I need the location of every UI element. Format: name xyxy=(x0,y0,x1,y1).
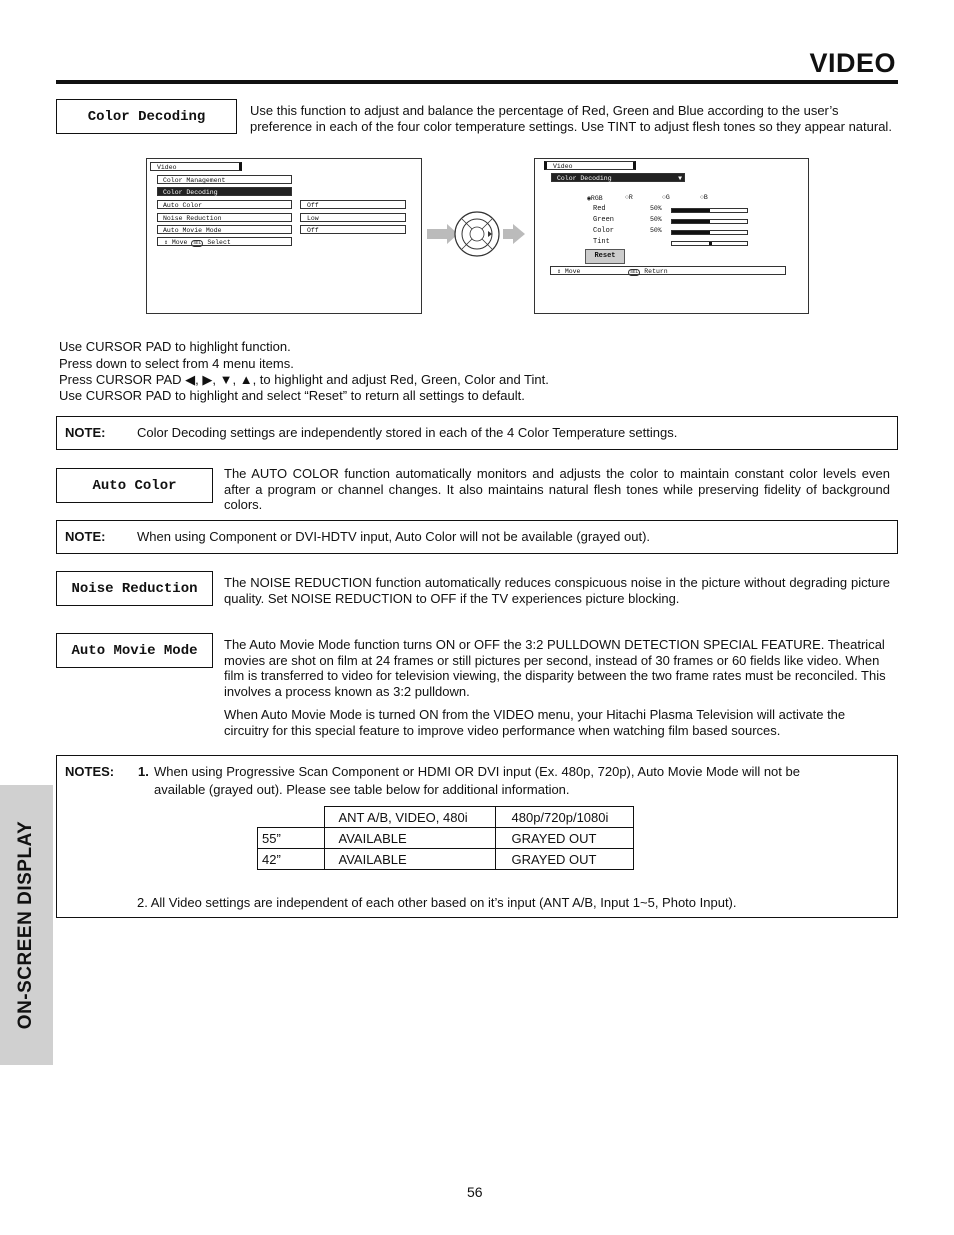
green-value: 50% xyxy=(650,216,662,223)
cursor-pad-diagram xyxy=(425,208,530,258)
updown-icon: ⇕ xyxy=(557,268,561,275)
color-decoding-label: Color Decoding xyxy=(56,99,237,134)
menu1-item-noise-reduction[interactable]: Noise Reduction xyxy=(157,213,292,222)
red-value: 50% xyxy=(650,205,662,212)
tint-label: Tint xyxy=(593,238,610,246)
radio-b[interactable]: ○B xyxy=(700,194,708,201)
auto-color-label: Auto Color xyxy=(56,468,213,503)
menu1-value-auto-color[interactable]: Off xyxy=(300,200,406,209)
notes-label: NOTES: xyxy=(65,764,115,779)
menu1-value-auto-movie-mode[interactable]: Off xyxy=(300,225,406,234)
table-cell: AVAILABLE xyxy=(324,828,495,849)
menu2-sub-color-decoding[interactable]: Color Decoding ▼ xyxy=(551,173,685,182)
color-decoding-screen xyxy=(534,158,809,314)
menu1-footer: ⇕ Move SEL Select xyxy=(157,237,292,246)
green-slider[interactable] xyxy=(671,219,748,224)
table-cell: 55” xyxy=(258,828,325,849)
note1-line1: When using Progressive Scan Component or HDMI OR DVI input (Ex. 480p, 720p), Auto Movie Mode will not be xyxy=(154,764,800,779)
radio-g[interactable]: ○G xyxy=(662,194,670,201)
note1-line2: available (grayed out). Please see table below for additional information. xyxy=(154,782,570,797)
arrow-right-icon xyxy=(427,224,458,244)
instruction-line: Use CURSOR PAD to highlight function. xyxy=(59,339,291,354)
table-header: ANT A/B, VIDEO, 480i xyxy=(324,807,495,828)
note-number: 1. xyxy=(138,764,149,779)
menu1-item-auto-movie-mode[interactable]: Auto Movie Mode xyxy=(157,225,292,234)
menu1-value-noise-reduction[interactable]: Low xyxy=(300,213,406,222)
sel-icon: SEL xyxy=(193,241,202,246)
video-menu-screen xyxy=(146,158,422,314)
note-text: When using Component or DVI-HDTV input, Auto Color will not be available (grayed out). xyxy=(137,529,651,544)
note-text: Color Decoding settings are independently stored in each of the 4 Color Temperature settings. xyxy=(137,425,678,440)
side-tab-label: ON-SCREEN DISPLAY xyxy=(15,820,36,1030)
auto-movie-mode-para1: The Auto Movie Mode function turns ON or OFF the 3:2 PULLDOWN DETECTION SPECIAL FEATURE. Theatrical movies are shot on film at 24 frames or still pictures per second, instead of 30 frames or 60 fields like video. When film is transferred to video for television viewing, the disparity between the two frame rates must be reconciled. This involves a process known as 3:2 pulldown. xyxy=(224,637,886,699)
reset-button[interactable]: Reset xyxy=(585,249,625,264)
updown-icon: ⇕ xyxy=(164,239,168,246)
auto-movie-mode-label: Auto Movie Mode xyxy=(56,633,213,668)
menu2-header: Video xyxy=(544,161,636,170)
red-slider[interactable] xyxy=(671,208,748,213)
availability-table xyxy=(257,806,634,870)
radio-rgb[interactable]: ◉RGB xyxy=(587,195,603,202)
page-title: VIDEO xyxy=(809,48,896,78)
table-cell: GRAYED OUT xyxy=(495,849,633,870)
color-decoding-description: Use this function to adjust and balance the percentage of Red, Green and Blue according to the user’s preference in each of the four color temperature settings. Use TINT to adjust flesh tones so they appear natural. xyxy=(250,103,892,134)
auto-color-description: The AUTO COLOR function automatically monitors and adjusts the color to maintain constant color levels even after a program or channel changes. It also maintains natural flesh tones while preserving fidelity of background colors. xyxy=(224,466,890,513)
note2-text: 2. All Video settings are independent of each other based on it’s input (ANT A/B, Input 1~5, Photo Input). xyxy=(137,895,737,910)
tint-slider[interactable] xyxy=(671,241,748,246)
table-header-row xyxy=(258,807,634,828)
table-header: 480p/720p/1080i xyxy=(495,807,633,828)
color-value: 50% xyxy=(650,227,662,234)
noise-reduction-description: The NOISE REDUCTION function automatically reduces conspicuous noise in the picture without degrading picture quality. Set NOISE REDUCTION to OFF if the TV experiences picture blocking. xyxy=(224,575,890,606)
red-label: Red xyxy=(593,205,606,213)
chevron-down-icon: ▼ xyxy=(678,175,682,182)
table-row xyxy=(258,828,634,849)
note-color-decoding xyxy=(56,416,898,450)
instruction-line: Use CURSOR PAD to highlight and select “Reset” to return all settings to default. xyxy=(59,388,525,403)
green-label: Green xyxy=(593,216,615,224)
menu1-item-color-decoding[interactable]: Color Decoding xyxy=(157,187,292,196)
table-cell xyxy=(258,807,325,828)
title-rule xyxy=(56,80,898,84)
note-label: NOTE: xyxy=(65,529,106,544)
auto-movie-mode-para2: When Auto Movie Mode is turned ON from the VIDEO menu, your Hitachi Plasma Television will activate the circuitry for this special feature to improve video performance when watching film based sources. xyxy=(224,707,846,738)
color-slider[interactable] xyxy=(671,230,748,235)
page-number: 56 xyxy=(467,1184,483,1200)
table-cell: AVAILABLE xyxy=(324,849,495,870)
table-cell: 42” xyxy=(258,849,325,870)
table-cell: GRAYED OUT xyxy=(495,828,633,849)
instruction-line: Press down to select from 4 menu items. xyxy=(59,356,294,371)
sel-icon: SEL xyxy=(630,270,639,275)
note-auto-color xyxy=(56,520,898,554)
note-label: NOTE: xyxy=(65,425,106,440)
instruction-line: Press CURSOR PAD ◀, ▶, ▼, ▲, to highlight and adjust Red, Green, Color and Tint. xyxy=(59,372,549,387)
radio-r[interactable]: ○R xyxy=(625,194,633,201)
table-row xyxy=(258,849,634,870)
menu2-footer: ⇕ Move SEL Return xyxy=(550,266,786,275)
menu1-item-auto-color[interactable]: Auto Color xyxy=(157,200,292,209)
noise-reduction-label: Noise Reduction xyxy=(56,571,213,606)
arrow-right-icon xyxy=(503,224,525,244)
menu1-header: Video xyxy=(150,162,242,171)
color-label: Color xyxy=(593,227,615,235)
menu1-item-color-management[interactable]: Color Management xyxy=(157,175,292,184)
